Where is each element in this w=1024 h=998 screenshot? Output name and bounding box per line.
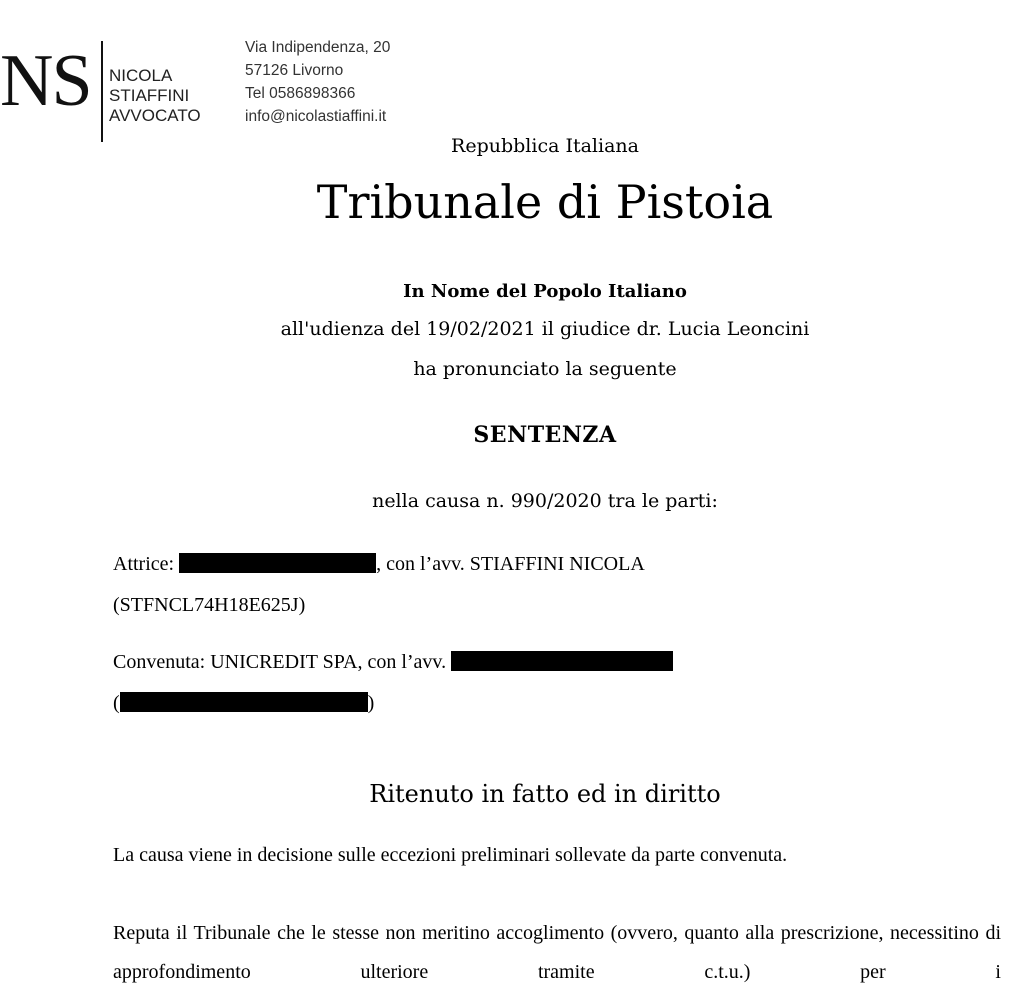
defendant-label: Convenuta: UNICREDIT SPA, con l’avv. — [113, 651, 452, 673]
lawyer-title: AVVOCATO — [109, 106, 201, 125]
logo-divider — [101, 41, 103, 142]
plaintiff-line — [113, 552, 645, 576]
paragraph-1: La causa viene in decisione sulle eccezioni preliminari sollevate da parte convenuta. — [113, 844, 788, 866]
plaintiff-tax-code: (STFNCL74H18E625J) — [113, 594, 306, 616]
contact-address: Via Indipendenza, 20 — [245, 39, 391, 56]
paren-close: ) — [367, 692, 375, 714]
contact-city: 57126 Livorno — [245, 62, 344, 79]
contact-email: info@nicolastiaffini.it — [245, 108, 387, 125]
lawyer-first-name: NICOLA — [109, 66, 173, 85]
lawyer-last-name: STIAFFINI — [109, 86, 190, 105]
plaintiff-counsel: , con l’avv. STIAFFINI NICOLA — [376, 553, 645, 575]
defendant-line — [113, 650, 673, 674]
lawyer-name-block — [109, 66, 201, 126]
paragraph-2: Reputa il Tribunale che le stesse non meritino accoglimento (ovvero, quanto alla prescrizione, necessitino di approfondimento ulteriore tramite c.t.u.) per i — [113, 922, 1001, 983]
paren-open: ( — [113, 692, 120, 714]
redaction-bar — [179, 553, 376, 573]
republic-heading: Repubblica Italiana — [451, 135, 639, 157]
in-nome-heading: In Nome del Popolo Italiano — [403, 281, 687, 302]
plaintiff-label: Attrice: — [113, 553, 180, 575]
contact-block — [245, 36, 390, 128]
section-title: Ritenuto in fatto ed in diritto — [369, 780, 721, 808]
redaction-bar — [120, 692, 368, 712]
defendant-tax-code — [113, 691, 374, 715]
contact-phone: Tel 0586898366 — [245, 85, 356, 102]
redaction-bar — [451, 651, 673, 671]
pronounced-line: ha pronunciato la seguente — [413, 358, 677, 380]
document-type: SENTENZA — [473, 422, 617, 448]
court-title: Tribunale di Pistoia — [316, 175, 774, 229]
logo-initials: NS — [0, 40, 91, 122]
hearing-line: all'udienza del 19/02/2021 il giudice dr. Lucia Leoncini — [280, 318, 810, 340]
case-number-line: nella causa n. 990/2020 tra le parti: — [372, 490, 718, 512]
